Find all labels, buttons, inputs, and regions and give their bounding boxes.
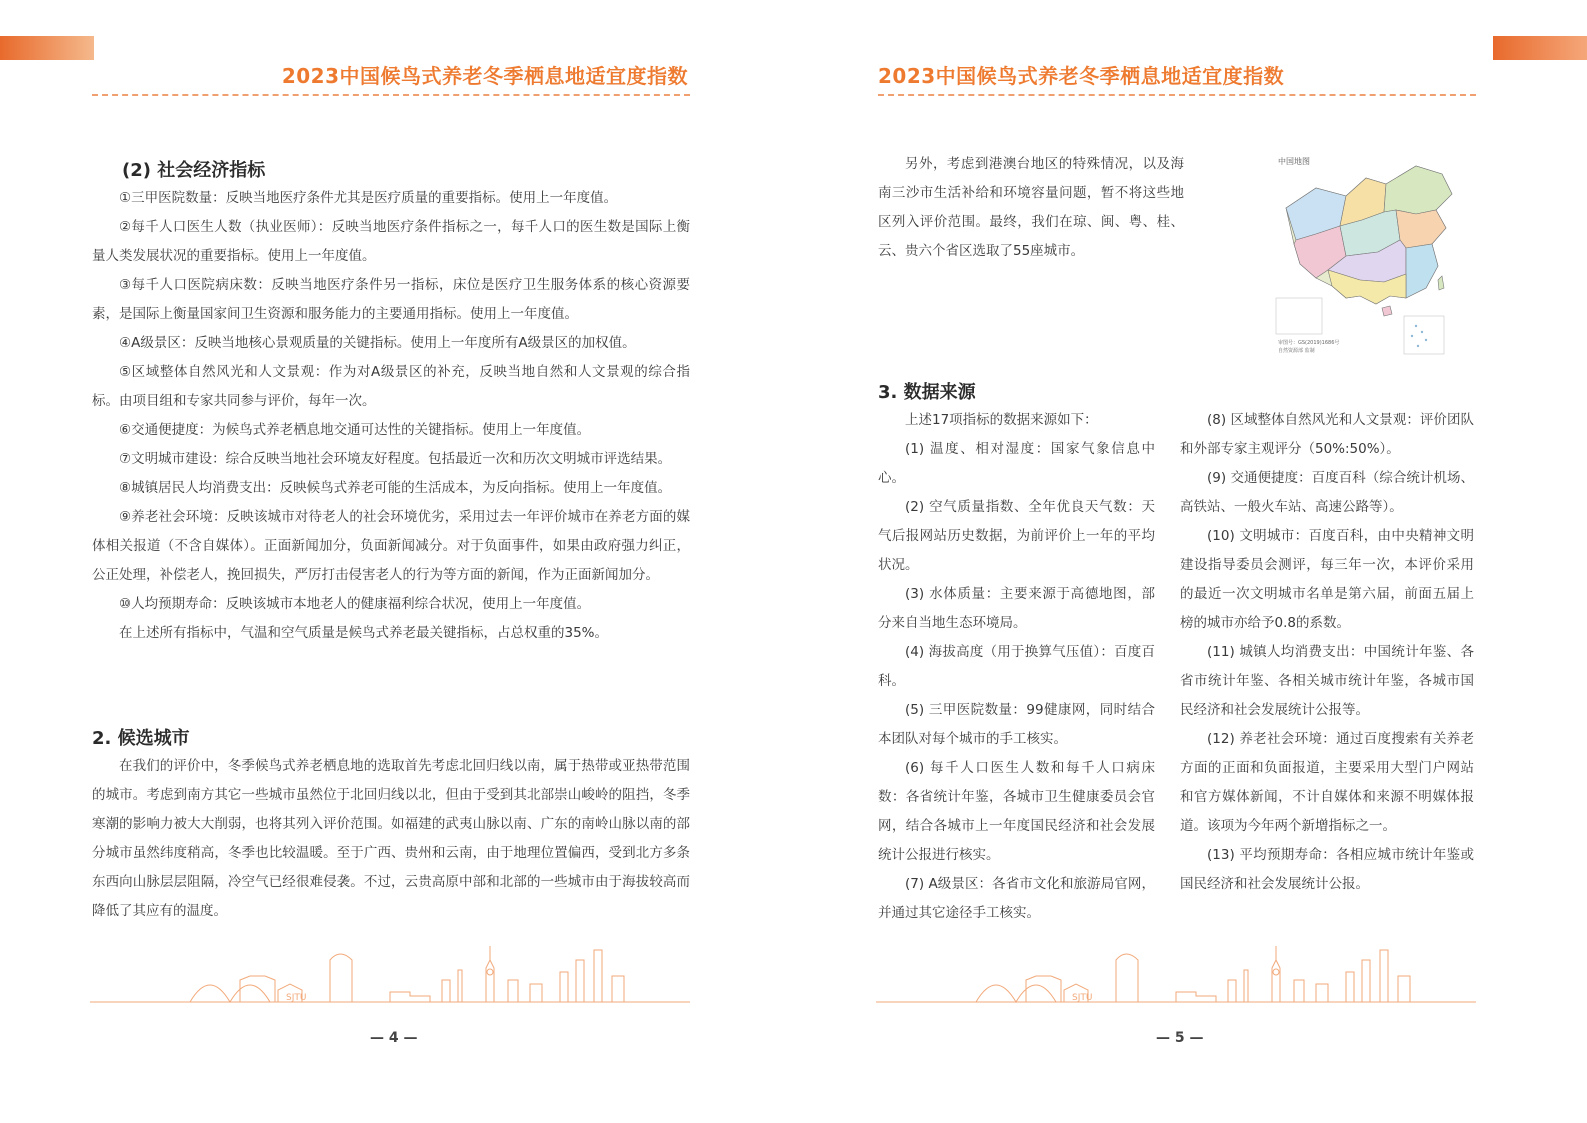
paragraph: (3) 水体质量：主要来源于高德地图，部分来自当地生态环境局。 — [878, 586, 1155, 631]
paragraph: ①三甲医院数量：反映当地医疗条件尤其是医疗质量的重要指标。使用上一年度值。 — [119, 190, 618, 206]
map-approval-number: 审图号：GS(2019)1686号 — [1278, 340, 1340, 346]
china-map — [1266, 148, 1476, 360]
paragraph: ⑥交通便捷度：为候鸟式养老栖息地交通可达性的关键指标。使用上一年度值。 — [119, 422, 591, 438]
skyline-illustration — [876, 940, 1476, 1010]
paragraph: (8) 区域整体自然风光和人文景观：评价团队和外部专家主观评分（50%:50%）。 — [1180, 412, 1474, 457]
paragraph: (5) 三甲医院数量：99健康网，同时结合本团队对每个城市的手工核实。 — [878, 702, 1155, 747]
right-page — [794, 0, 1587, 1123]
logo-text: SJTU — [286, 993, 307, 1003]
paragraph: ⑨养老社会环境：反映该城市对待老人的社会环境优劣，采用过去一年评价城市在养老方面的媒体相关报道（不含自媒体）。正面新闻加分，负面新闻减分。对于负面事件，如果由政府强力纠正，公正处理，补偿老人，挽回损失，严厉打击侵害老人的行为等方面的新闻，作为正面新闻加分。 — [92, 509, 690, 583]
paragraph: (7) A级景区：各省市文化和旅游局官网，并通过其它途径手工核实。 — [878, 876, 1155, 921]
china-map-graphic — [1266, 148, 1476, 360]
paragraph: ⑩人均预期寿命：反映该城市本地老人的健康福利综合状况，使用上一年度值。 — [119, 596, 591, 612]
data-source-column-2 — [1180, 406, 1474, 899]
logo-text: SJTU — [1072, 993, 1093, 1003]
candidate-cities-text — [92, 752, 690, 926]
intro-text — [878, 150, 1184, 266]
paragraph: 在我们的评价中，冬季候鸟式养老栖息地的选取首先考虑北回归线以南，属于热带或亚热带范围的城市。考虑到南方其它一些城市虽然位于北回归线以北，但由于受到其北部崇山峻岭的阻挡，冬季寒潮的影响力被大大削弱，也将其列入评价范围。如福建的武夷山脉以南、广东的南岭山脉以南的部分城市虽然纬度稍高，冬季也比较温暖。至于广西、贵州和云南，由于地理位置偏西，受到北方多条东西向山脉层层阻隔，冷空气已经很难侵袭。不过，云贵高原中部和北部的一些城市由于海拔较高而降低了其应有的温度。 — [92, 758, 690, 919]
paragraph: (10) 文明城市：百度百科，由中央精神文明建设指导委员会测评，每三年一次，本评价采用的最近一次文明城市名单是第六届，前面五届上榜的城市亦给予0.8的系数。 — [1180, 528, 1474, 631]
paragraph: 在上述所有指标中，气温和空气质量是候鸟式养老最关键指标，占总权重的35%。 — [119, 625, 609, 641]
page-number: — 5 — — [1156, 1030, 1204, 1046]
paragraph: 上述17项指标的数据来源如下： — [905, 412, 1098, 428]
paragraph: (11) 城镇人均消费支出：中国统计年鉴、各省市统计年鉴、各相关城市统计年鉴，各城市国民经济和社会发展统计公报等。 — [1180, 644, 1474, 718]
paragraph: (9) 交通便捷度：百度百科（综合统计机场、高铁站、一般火车站、高速公路等）。 — [1180, 470, 1474, 515]
title-divider — [92, 94, 690, 96]
paragraph: (4) 海拔高度（用于换算气压值）：百度百科。 — [878, 644, 1155, 689]
section-heading-candidate-cities: 2. 候选城市 — [92, 728, 190, 749]
corner-accent-bar — [1493, 36, 1587, 60]
paragraph: (6) 每千人口医生人数和每千人口病床数：各省统计年鉴，各城市卫生健康委员会官网，结合各城市上一年度国民经济和社会发展统计公报进行核实。 — [878, 760, 1155, 863]
paragraph: ⑦文明城市建设：综合反映当地社会环境友好程度。包括最近一次和历次文明城市评选结果。 — [119, 451, 672, 467]
data-source-column-1 — [878, 406, 1155, 928]
paragraph: ②每千人口医生人数（执业医师）：反映当地医疗条件指标之一，每千人口的医生数是国际上衡量人类发展状况的重要指标。使用上一年度值。 — [92, 219, 690, 264]
section-heading-socioeconomic: (2) 社会经济指标 — [122, 160, 266, 181]
paragraph: ⑧城镇居民人均消费支出：反映候鸟式养老可能的生活成本，为反向指标。使用上一年度值。 — [119, 480, 672, 496]
paragraph: ④A级景区：反映当地核心景观质量的关键指标。使用上一年度所有A级景区的加权值。 — [119, 335, 636, 351]
paragraph: 另外，考虑到港澳台地区的特殊情况，以及海南三沙市生活补给和环境容量问题，暂不将这些地区列入评价范围。最终，我们在琼、闽、粤、桂、云、贵六个省区选取了55座城市。 — [878, 156, 1184, 259]
corner-accent-bar — [0, 36, 94, 60]
skyline-illustration — [90, 940, 690, 1010]
section-heading-data-source: 3. 数据来源 — [878, 382, 976, 403]
paragraph: ⑤区域整体自然风光和人文景观：作为对A级景区的补充，反映当地自然和人文景观的综合指标。由项目组和专家共同参与评价，每年一次。 — [92, 364, 690, 409]
paragraph: ③每千人口医院病床数：反映当地医疗条件另一指标，床位是医疗卫生服务体系的核心资源要素，是国际上衡量国家间卫生资源和服务能力的主要通用指标。使用上一年度值。 — [92, 277, 690, 322]
title-divider — [878, 94, 1476, 96]
running-title: 2023中国候鸟式养老冬季栖息地适宜度指数 — [878, 64, 1285, 88]
map-publisher: 自然资源部 监制 — [1278, 348, 1315, 354]
paragraph: (1) 温度、相对湿度：国家气象信息中心。 — [878, 441, 1155, 486]
paragraph: (2) 空气质量指数、全年优良天气数：天气后报网站历史数据，为前评价上一年的平均状况。 — [878, 499, 1155, 573]
paragraph: (12) 养老社会环境：通过百度搜索有关养老方面的正面和负面报道，主要采用大型门户网站和官方媒体新闻，不计自媒体和来源不明媒体报道。该项为今年两个新增指标之一。 — [1180, 731, 1474, 834]
socioeconomic-indicators-text — [92, 184, 690, 648]
paragraph: (13) 平均预期寿命：各相应城市统计年鉴或国民经济和社会发展统计公报。 — [1180, 847, 1474, 892]
page-number: — 4 — — [370, 1030, 418, 1046]
map-title: 中国地图 — [1278, 157, 1310, 166]
running-title: 2023中国候鸟式养老冬季栖息地适宜度指数 — [281, 64, 688, 88]
